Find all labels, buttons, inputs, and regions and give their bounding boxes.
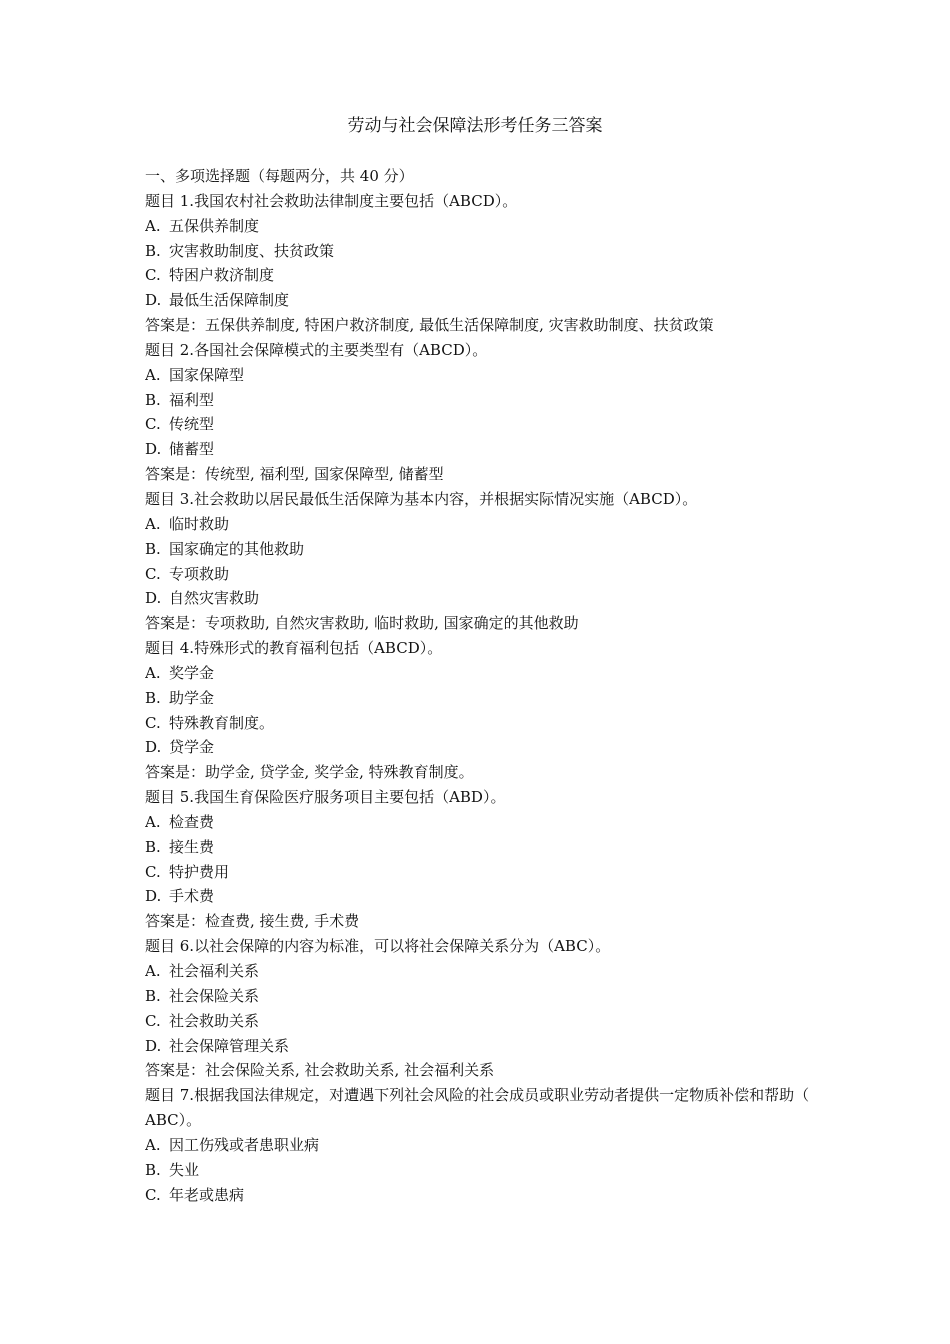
answer-line: 答案是：社会保险关系, 社会救助关系, 社会福利关系 bbox=[145, 1061, 495, 1080]
option-letter: C. bbox=[145, 1011, 161, 1030]
option-letter: D. bbox=[145, 1036, 162, 1055]
section-heading: 一、多项选择题（每题两分，共 40 分） bbox=[145, 167, 414, 185]
option-text: 社会福利关系 bbox=[169, 962, 260, 980]
option-letter: A. bbox=[145, 663, 161, 682]
option-text: 年老或患病 bbox=[169, 1185, 245, 1204]
option-letter: C. bbox=[145, 266, 161, 285]
option-a bbox=[145, 363, 815, 388]
answer-line: 答案是：五保供养制度, 特困户救济制度, 最低生活保障制度, 灾害救助制度、扶贫政策 bbox=[145, 316, 714, 335]
option-a bbox=[145, 661, 815, 686]
option-c bbox=[145, 412, 815, 437]
option-text: 特困户救济制度 bbox=[169, 266, 275, 285]
option-text: 最低生活保障制度 bbox=[169, 291, 290, 310]
answer-line: 答案是：助学金, 贷学金, 奖学金, 特殊教育制度。 bbox=[145, 763, 474, 782]
option-letter: B. bbox=[145, 539, 161, 558]
option-c bbox=[145, 1183, 815, 1208]
option-text: 检查费 bbox=[169, 812, 215, 831]
option-letter: D. bbox=[145, 291, 162, 310]
option-text: 贷学金 bbox=[169, 738, 215, 757]
option-b bbox=[145, 1158, 815, 1183]
answer-line: 答案是：专项救助, 自然灾害救助, 临时救助, 国家确定的其他救助 bbox=[145, 614, 579, 633]
option-letter: A. bbox=[145, 216, 161, 235]
option-a bbox=[145, 959, 815, 984]
option-letter: C. bbox=[145, 862, 161, 881]
option-text: 社会保障管理关系 bbox=[169, 1036, 290, 1055]
option-text: 临时救助 bbox=[169, 514, 230, 533]
option-c bbox=[145, 562, 815, 587]
option-text: 奖学金 bbox=[169, 663, 215, 682]
option-a bbox=[145, 214, 815, 239]
option-letter: B. bbox=[145, 390, 161, 409]
option-text: 自然灾害救助 bbox=[169, 589, 260, 608]
option-letter: A. bbox=[145, 962, 161, 980]
option-text: 接生费 bbox=[169, 837, 215, 856]
option-text: 储蓄型 bbox=[169, 440, 215, 459]
document-body bbox=[145, 164, 815, 1207]
option-a bbox=[145, 512, 815, 537]
option-letter: B. bbox=[145, 241, 161, 260]
question-stem: 题目 4.特殊形式的教育福利包括（ABCD）。 bbox=[145, 639, 443, 658]
option-b bbox=[145, 984, 815, 1009]
document-title: 劳动与社会保障法形考任务三答案 bbox=[347, 116, 603, 136]
option-letter: B. bbox=[145, 1160, 161, 1179]
option-text: 因工伤残或者患职业病 bbox=[169, 1135, 320, 1154]
question-stem: 题目 5.我国生育保险医疗服务项目主要包括（ABD）。 bbox=[145, 788, 506, 807]
option-text: 特殊教育制度。 bbox=[169, 713, 275, 732]
option-text: 灾害救助制度、扶贫政策 bbox=[169, 241, 335, 260]
option-text: 五保供养制度 bbox=[169, 216, 260, 235]
option-text: 手术费 bbox=[169, 887, 215, 906]
question-stem: 题目 6.以社会保障的内容为标准，可以将社会保障关系分为（ABC）。 bbox=[145, 937, 611, 956]
option-c bbox=[145, 711, 815, 736]
option-letter: D. bbox=[145, 589, 162, 608]
option-c bbox=[145, 263, 815, 288]
option-d bbox=[145, 884, 815, 909]
option-text: 社会救助关系 bbox=[169, 1011, 260, 1030]
option-text: 福利型 bbox=[169, 390, 215, 409]
option-c bbox=[145, 1009, 815, 1034]
question-stem: 题目 2.各国社会保障模式的主要类型有（ABCD）。 bbox=[145, 340, 488, 359]
option-letter: A. bbox=[145, 812, 161, 831]
option-d bbox=[145, 437, 815, 462]
question-stem: 题目 3.社会救助以居民最低生活保障为基本内容，并根据实际情况实施（ABCD）。 bbox=[145, 489, 698, 508]
option-b bbox=[145, 835, 815, 860]
option-b bbox=[145, 388, 815, 413]
option-letter: A. bbox=[145, 1135, 161, 1154]
option-letter: B. bbox=[145, 986, 161, 1005]
option-text: 专项救助 bbox=[169, 564, 230, 583]
question-stem: 题目 1.我国农村社会救助法律制度主要包括（ABCD）。 bbox=[145, 191, 518, 210]
option-letter: C. bbox=[145, 1185, 161, 1204]
option-letter: B. bbox=[145, 688, 161, 707]
answer-line: 答案是：检查费, 接生费, 手术费 bbox=[145, 912, 360, 931]
option-letter: C. bbox=[145, 564, 161, 583]
option-letter: D. bbox=[145, 887, 162, 906]
option-text: 社会保险关系 bbox=[169, 986, 260, 1005]
option-text: 特护费用 bbox=[169, 862, 230, 881]
option-d bbox=[145, 586, 815, 611]
question-stem: 题目 7.根据我国法律规定，对遭遇下列社会风险的社会成员或职业劳动者提供一定物质补偿和帮助（ ABC）。 bbox=[145, 1086, 810, 1130]
option-text: 助学金 bbox=[169, 688, 215, 707]
option-b bbox=[145, 239, 815, 264]
option-letter: D. bbox=[145, 738, 162, 757]
option-d bbox=[145, 1034, 815, 1059]
option-a bbox=[145, 810, 815, 835]
option-b bbox=[145, 537, 815, 562]
option-text: 传统型 bbox=[169, 415, 215, 434]
option-c bbox=[145, 860, 815, 885]
option-letter: A. bbox=[145, 365, 161, 384]
option-text: 失业 bbox=[169, 1160, 200, 1179]
option-b bbox=[145, 686, 815, 711]
option-letter: C. bbox=[145, 713, 161, 732]
option-letter: B. bbox=[145, 837, 161, 856]
option-letter: D. bbox=[145, 440, 162, 459]
option-letter: C. bbox=[145, 415, 161, 434]
option-d bbox=[145, 735, 815, 760]
option-a bbox=[145, 1133, 815, 1158]
option-text: 国家确定的其他救助 bbox=[169, 539, 305, 558]
option-letter: A. bbox=[145, 514, 161, 533]
option-d bbox=[145, 288, 815, 313]
answer-line: 答案是：传统型, 福利型, 国家保障型, 储蓄型 bbox=[145, 465, 444, 484]
option-text: 国家保障型 bbox=[169, 365, 245, 384]
